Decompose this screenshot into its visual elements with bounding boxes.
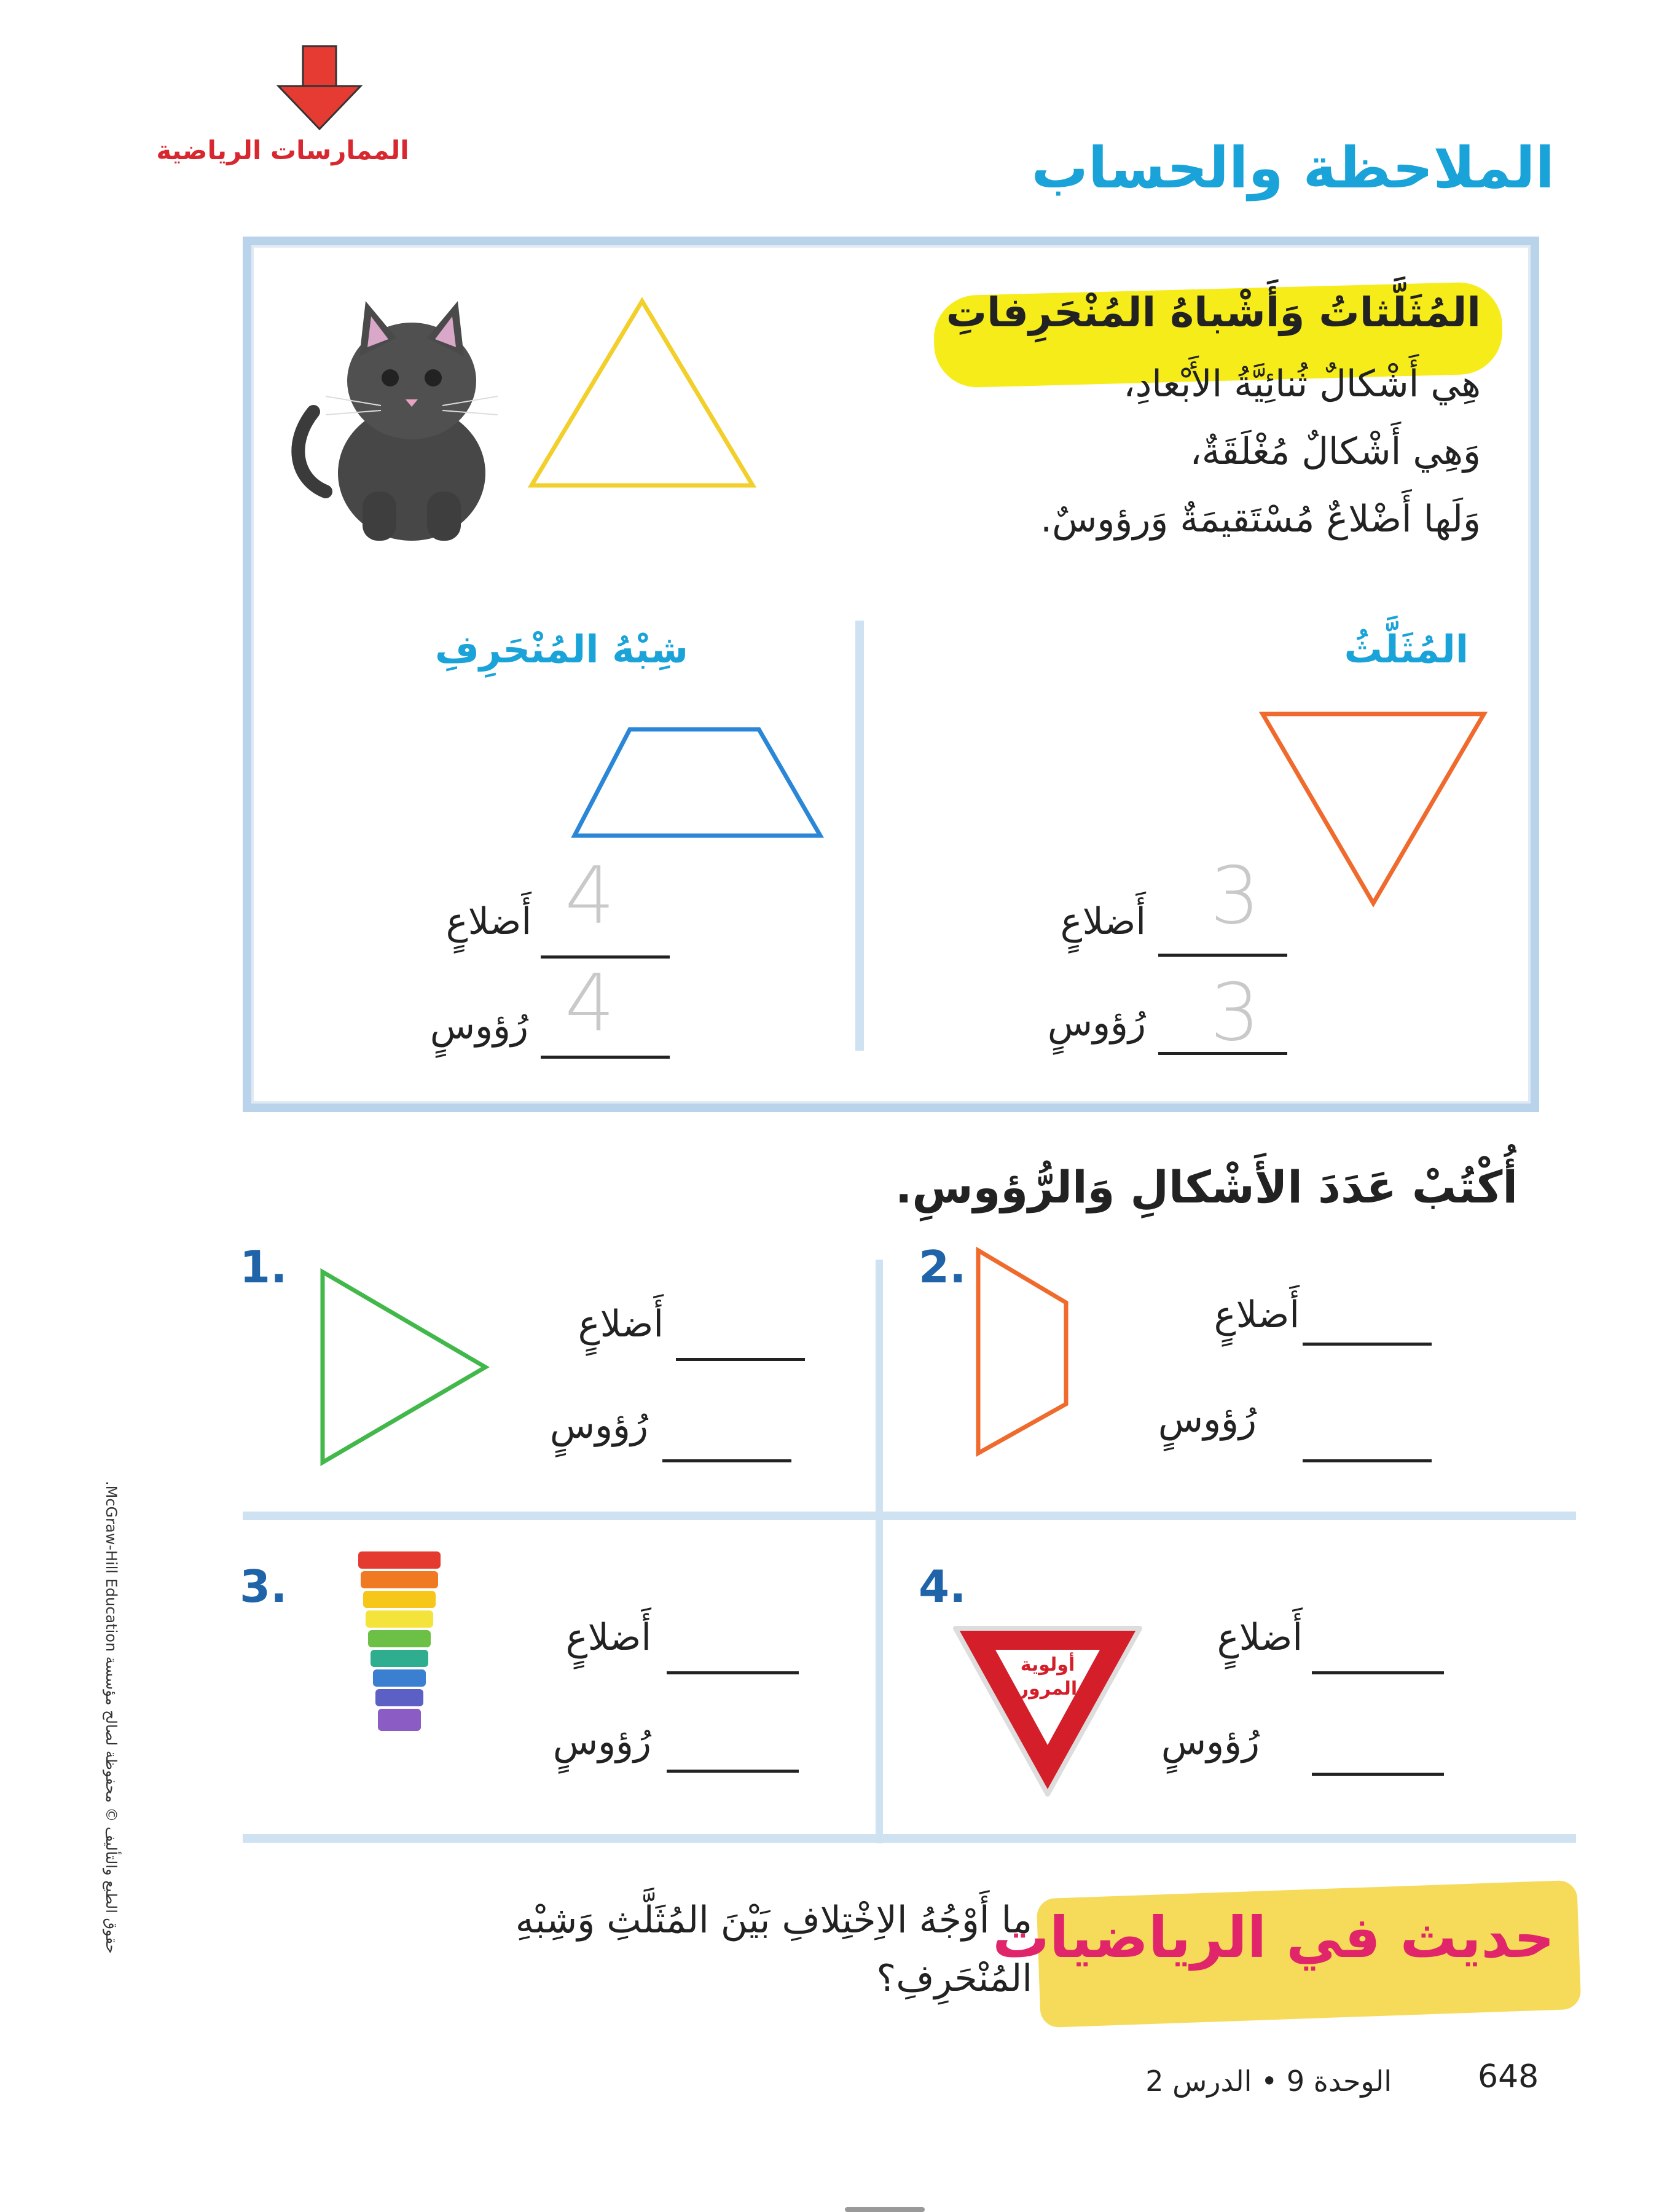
exercise-instruction: أُكْتُبْ عَدَدَ الأَشْكالِ وَالرُّؤوسِ. (895, 1161, 1518, 1213)
yield-sign-text: أولوية المرور (1018, 1654, 1078, 1700)
trapezoid-vertices-blank (541, 1056, 670, 1059)
triangle-sides-blank (1158, 954, 1287, 957)
intro-line-2: وَهِي أَشْكالٌ مُغْلَقَةٌ، (1190, 430, 1481, 473)
xylophone-icon (353, 1545, 445, 1742)
item-1-vertices-blank[interactable] (662, 1459, 791, 1462)
exercise-bottom-divider (243, 1834, 1576, 1843)
yield-sign-icon (943, 1616, 1152, 1806)
item-2-number: 2. (919, 1241, 967, 1293)
item-2-sides-label: أَضلاعٍ (1214, 1293, 1300, 1336)
math-talk-question-line-2: المُنْحَرِفِ؟ (876, 1957, 1032, 2000)
intro-line-1: هِي أَشْكالٌ ثُنائِيَّةُ الأَبْعادِ، (1123, 363, 1481, 406)
traced-vertices-4: 4 (565, 958, 615, 1049)
item-3-number: 3. (240, 1561, 288, 1612)
item-1-number: 1. (240, 1241, 288, 1293)
item-4-vertices-blank[interactable] (1312, 1773, 1444, 1776)
triangle-sides-label: أَضلاعٍ (1060, 900, 1146, 943)
page-title: الملاحظة والحساب (1031, 135, 1555, 201)
trapezoid-vertices-label: رُؤوسٍ (429, 1005, 528, 1048)
intro-title: المُثَلَّثاتُ وَأَشْباهُ المُنْحَرِفاتِ (946, 289, 1481, 336)
down-arrow-icon (273, 43, 366, 135)
page-number: 648 (1478, 2058, 1539, 2095)
trapezoid-sides-label: أَضلاعٍ (445, 900, 531, 943)
trapezoid-title: شِبْهُ المُنْحَرِفِ (434, 627, 688, 672)
triangle-vertices-label: رُؤوسٍ (1047, 1002, 1146, 1045)
item-4-number: 4. (919, 1561, 967, 1612)
orange-trapezoid-shape (971, 1244, 1075, 1459)
triangle-vertices-blank (1158, 1052, 1287, 1055)
math-practices-label: الممارسات الرياضية (156, 135, 409, 165)
cat-icon (289, 289, 522, 547)
item-2-sides-blank[interactable] (1303, 1343, 1432, 1346)
item-1-vertices-label: رُؤوسٍ (549, 1404, 648, 1447)
item-4-sides-label: أَضلاعٍ (1217, 1616, 1303, 1659)
item-3-sides-label: أَضلاعٍ (565, 1616, 651, 1659)
item-4-vertices-label: رُؤوسٍ (1161, 1720, 1260, 1763)
item-4-sides-blank[interactable] (1312, 1671, 1444, 1674)
math-talk-title: حديث في الرياضيات (992, 1905, 1555, 1971)
orange-triangle-shape (1257, 707, 1490, 916)
item-2-vertices-blank[interactable] (1303, 1459, 1432, 1462)
item-1-sides-label: أَضلاعٍ (578, 1303, 664, 1346)
exercise-vertical-divider (876, 1260, 883, 1843)
traced-sides-3: 3 (1210, 850, 1260, 942)
traced-sides-4: 4 (565, 850, 615, 942)
item-2-vertices-label: رُؤوسٍ (1158, 1398, 1257, 1441)
item-1-sides-blank[interactable] (676, 1358, 805, 1361)
home-indicator[interactable] (845, 2207, 925, 2212)
blue-trapezoid-shape (568, 722, 826, 845)
item-3-vertices-blank[interactable] (667, 1770, 799, 1773)
intro-line-3: وَلَها أَضْلاعٌ مُسْتَقيمَةٌ وَرؤوسٌ. (1040, 498, 1481, 541)
triangle-title: المُثَلَّثُ (1344, 627, 1469, 672)
copyright-credit: حقوق الطبع والتأليف © محفوظة لصالح مؤسسة McGraw-Hill Education. (103, 1481, 120, 1954)
math-talk-question-line-1: ما أَوْجُهُ الاِخْتِلافِ بَيْنَ المُثَلَّثِ وَشِبْهِ (515, 1899, 1032, 1942)
traced-vertices-3: 3 (1210, 967, 1260, 1059)
item-3-vertices-label: رُؤوسٍ (552, 1720, 651, 1763)
exercise-horizontal-divider (243, 1512, 1576, 1520)
green-triangle-shape (313, 1266, 492, 1469)
yellow-triangle-shape (525, 295, 759, 492)
unit-lesson: الوحدة 9 • الدرس 2 (1145, 2065, 1392, 2098)
item-3-sides-blank[interactable] (667, 1671, 799, 1674)
column-divider (855, 621, 864, 1051)
